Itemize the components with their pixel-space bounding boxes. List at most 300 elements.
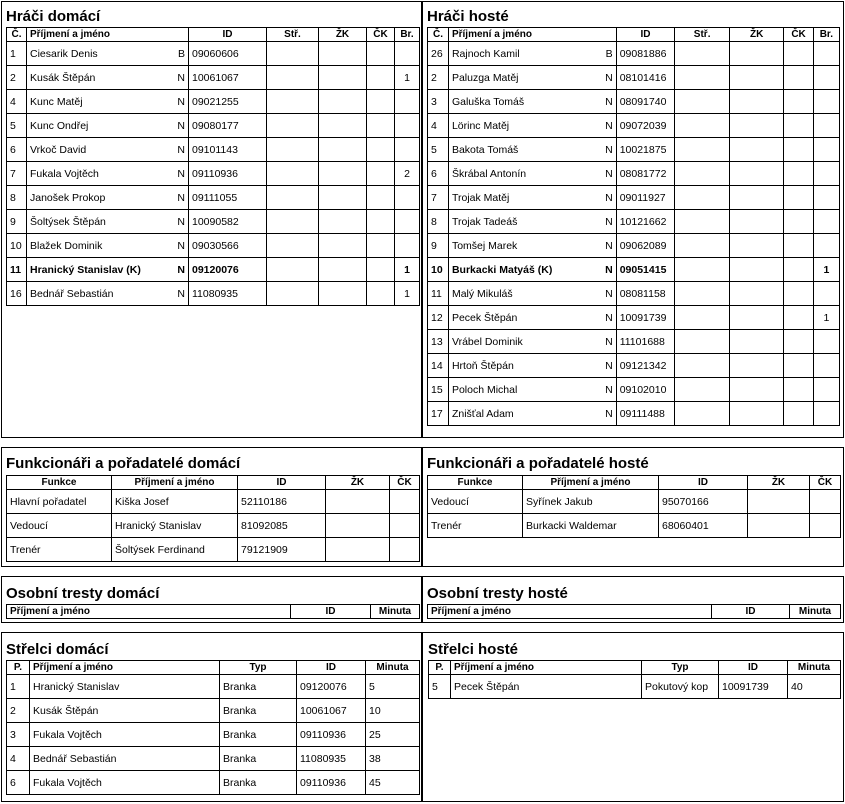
player-yellow-card	[729, 162, 784, 186]
player-number: 5	[7, 114, 27, 138]
player-number: 5	[428, 138, 449, 162]
player-flag: N	[605, 71, 613, 84]
player-shots	[675, 42, 730, 66]
header-minute: Minuta	[788, 661, 841, 675]
official-role: Trenér	[7, 538, 112, 562]
player-shots	[267, 282, 319, 306]
player-goals	[813, 90, 839, 114]
away-players-table	[427, 27, 840, 426]
player-flag: N	[177, 263, 185, 276]
player-flag: B	[605, 47, 613, 60]
player-number: 4	[428, 114, 449, 138]
player-name: Tomšej Marek	[451, 239, 518, 252]
player-goals	[813, 234, 839, 258]
player-row	[428, 330, 840, 354]
player-goals: 1	[813, 306, 839, 330]
player-yellow-card	[319, 90, 367, 114]
player-yellow-card	[729, 258, 784, 282]
away-penalties-header-row	[428, 605, 841, 619]
player-goals	[395, 234, 420, 258]
player-yellow-card	[729, 306, 784, 330]
player-goals	[395, 42, 420, 66]
official-red-card	[390, 514, 420, 538]
official-red-card	[810, 514, 841, 538]
header-minute: Minuta	[790, 605, 841, 619]
home-players-table	[6, 27, 420, 306]
player-name: Blažek Dominik	[30, 239, 103, 252]
player-red-card	[784, 306, 813, 330]
scorer-row	[7, 675, 420, 699]
player-red-card	[367, 42, 395, 66]
home-officials-table	[6, 475, 420, 562]
header-yellow-card: ŽK	[319, 28, 367, 42]
player-shots	[675, 354, 730, 378]
scorer-id: 09110936	[297, 771, 366, 795]
scorer-id: 10061067	[297, 699, 366, 723]
official-yellow-card	[326, 538, 390, 562]
official-name: Kiška Josef	[112, 490, 238, 514]
header-id: ID	[238, 476, 326, 490]
scorer-id: 09110936	[297, 723, 366, 747]
player-id: 09121342	[616, 354, 675, 378]
player-red-card	[784, 90, 813, 114]
player-yellow-card	[729, 354, 784, 378]
player-red-card	[784, 210, 813, 234]
player-red-card	[784, 402, 813, 426]
player-row	[7, 162, 420, 186]
player-number: 11	[428, 282, 449, 306]
player-id: 10121662	[616, 210, 675, 234]
player-yellow-card	[319, 282, 367, 306]
player-yellow-card	[729, 330, 784, 354]
home-scorers-header-row	[7, 661, 420, 675]
player-flag: N	[177, 71, 185, 84]
player-name: Fukala Vojtěch	[30, 167, 99, 180]
header-type: Typ	[642, 661, 719, 675]
header-name: Příjmení a jméno	[27, 28, 189, 42]
player-name: Rajnoch Kamil	[451, 47, 520, 60]
player-shots	[675, 306, 730, 330]
official-role: Trenér	[428, 514, 523, 538]
player-id: 09101143	[189, 138, 267, 162]
official-row	[428, 490, 841, 514]
scorer-id: 09120076	[297, 675, 366, 699]
header-id: ID	[297, 661, 366, 675]
player-row	[428, 354, 840, 378]
player-flag: N	[605, 311, 613, 324]
player-red-card	[784, 66, 813, 90]
player-row	[7, 282, 420, 306]
player-shots	[267, 114, 319, 138]
player-row	[428, 210, 840, 234]
header-name: Příjmení a jméno	[7, 605, 291, 619]
player-goals	[395, 210, 420, 234]
player-goals	[813, 330, 839, 354]
scorer-minute: 40	[788, 675, 841, 699]
away-penalties-title: Osobní tresty hosté	[427, 585, 568, 602]
player-row	[7, 138, 420, 162]
player-name: Galuška Tomáš	[451, 95, 525, 108]
player-number: 17	[428, 402, 449, 426]
player-name-cell	[448, 330, 616, 354]
player-name: Trojak Matěj	[451, 191, 510, 204]
header-name: Příjmení a jméno	[428, 605, 712, 619]
player-name: Bakota Tomáš	[451, 143, 519, 156]
player-goals	[813, 66, 839, 90]
player-name-cell	[448, 306, 616, 330]
player-name-cell	[448, 258, 616, 282]
header-minute: Minuta	[366, 661, 420, 675]
player-shots	[675, 210, 730, 234]
scorer-order: 4	[7, 747, 30, 771]
player-shots	[267, 186, 319, 210]
header-red-card: ČK	[810, 476, 841, 490]
header-name: Příjmení a jméno	[112, 476, 238, 490]
away-officials-header-row	[428, 476, 841, 490]
away-players-title: Hráči hosté	[427, 8, 509, 25]
scorer-order: 3	[7, 723, 30, 747]
player-number: 6	[428, 162, 449, 186]
player-number: 10	[428, 258, 449, 282]
player-name: Hranický Stanislav (K)	[30, 263, 141, 276]
player-yellow-card	[729, 138, 784, 162]
player-shots	[267, 138, 319, 162]
header-id: ID	[189, 28, 267, 42]
scorer-type: Branka	[220, 723, 297, 747]
home-penalties-header-row	[7, 605, 420, 619]
official-id: 52110186	[238, 490, 326, 514]
player-yellow-card	[319, 42, 367, 66]
player-number: 8	[428, 210, 449, 234]
player-shots	[675, 66, 730, 90]
player-goals	[395, 114, 420, 138]
scorer-name: Bednář Sebastián	[30, 747, 220, 771]
player-flag: N	[177, 215, 185, 228]
player-shots	[675, 186, 730, 210]
player-row	[428, 90, 840, 114]
official-row	[7, 490, 420, 514]
player-name: Janošek Prokop	[30, 191, 106, 204]
player-red-card	[367, 282, 395, 306]
header-name: Příjmení a jméno	[451, 661, 642, 675]
player-shots	[267, 210, 319, 234]
player-goals	[395, 90, 420, 114]
scorer-order: 5	[429, 675, 451, 699]
player-flag: N	[177, 95, 185, 108]
player-number: 10	[7, 234, 27, 258]
player-row	[428, 42, 840, 66]
player-name-cell	[27, 210, 189, 234]
player-number: 15	[428, 378, 449, 402]
player-yellow-card	[729, 234, 784, 258]
header-id: ID	[616, 28, 675, 42]
player-goals	[395, 138, 420, 162]
player-shots	[675, 258, 730, 282]
player-flag: N	[605, 287, 613, 300]
scorer-row	[7, 699, 420, 723]
player-id: 10090582	[189, 210, 267, 234]
away-officials-table	[427, 475, 841, 538]
player-goals: 1	[395, 282, 420, 306]
header-id: ID	[719, 661, 788, 675]
player-name: Poloch Michal	[451, 383, 518, 396]
player-row	[7, 186, 420, 210]
player-name: Burkacki Matyáš (K)	[451, 263, 553, 276]
player-name-cell	[448, 354, 616, 378]
scorer-row	[7, 771, 420, 795]
player-goals: 2	[395, 162, 420, 186]
player-yellow-card	[729, 42, 784, 66]
header-name: Příjmení a jméno	[523, 476, 659, 490]
player-number: 14	[428, 354, 449, 378]
home-scorers-title: Střelci domácí	[6, 641, 109, 658]
player-flag: N	[605, 335, 613, 348]
scorer-id: 11080935	[297, 747, 366, 771]
header-goals: Br.	[395, 28, 420, 42]
player-shots	[675, 282, 730, 306]
scorer-type: Branka	[220, 699, 297, 723]
player-shots	[675, 114, 730, 138]
player-name: Trojak Tadeáš	[451, 215, 518, 228]
player-row	[428, 138, 840, 162]
player-id: 10061067	[189, 66, 267, 90]
player-goals	[813, 354, 839, 378]
player-name-cell	[27, 162, 189, 186]
official-name: Hranický Stanislav	[112, 514, 238, 538]
player-flag: N	[177, 287, 185, 300]
player-number: 9	[7, 210, 27, 234]
player-shots	[675, 378, 730, 402]
player-yellow-card	[729, 282, 784, 306]
player-row	[428, 306, 840, 330]
player-flag: N	[605, 191, 613, 204]
header-name: Příjmení a jméno	[30, 661, 220, 675]
player-red-card	[367, 234, 395, 258]
player-id: 08091740	[616, 90, 675, 114]
player-flag: N	[605, 359, 613, 372]
player-name: Vrkoč David	[30, 143, 87, 156]
player-red-card	[367, 210, 395, 234]
player-name: Šoltýsek Štěpán	[30, 215, 106, 228]
player-flag: N	[605, 215, 613, 228]
player-red-card	[784, 282, 813, 306]
player-shots	[675, 402, 730, 426]
scorer-row	[429, 675, 841, 699]
player-red-card	[784, 330, 813, 354]
scorer-minute: 38	[366, 747, 420, 771]
header-id: ID	[291, 605, 371, 619]
player-red-card	[367, 162, 395, 186]
header-red-card: ČK	[367, 28, 395, 42]
player-flag: N	[605, 383, 613, 396]
player-red-card	[784, 162, 813, 186]
header-yellow-card: ŽK	[729, 28, 784, 42]
player-row	[7, 258, 420, 282]
scorer-type: Branka	[220, 771, 297, 795]
player-goals	[813, 42, 839, 66]
player-name-cell	[448, 402, 616, 426]
player-flag: N	[177, 191, 185, 204]
header-id: ID	[659, 476, 748, 490]
home-penalties-table	[6, 604, 420, 619]
player-shots	[267, 234, 319, 258]
header-shots: Stř.	[267, 28, 319, 42]
player-name-cell	[27, 282, 189, 306]
header-red-card: ČK	[784, 28, 813, 42]
player-name: Lörinc Matěj	[451, 119, 510, 132]
official-red-card	[390, 490, 420, 514]
player-flag: N	[605, 239, 613, 252]
player-name-cell	[448, 162, 616, 186]
player-number: 4	[7, 90, 27, 114]
player-name-cell	[27, 114, 189, 138]
player-flag: N	[605, 167, 613, 180]
player-name-cell	[27, 90, 189, 114]
scorer-type: Branka	[220, 675, 297, 699]
player-yellow-card	[319, 114, 367, 138]
home-penalties-title: Osobní tresty domácí	[6, 585, 160, 602]
player-goals	[395, 186, 420, 210]
player-id: 09062089	[616, 234, 675, 258]
player-id: 09102010	[616, 378, 675, 402]
player-goals: 1	[813, 258, 839, 282]
player-number: 13	[428, 330, 449, 354]
player-id: 08081772	[616, 162, 675, 186]
player-goals: 1	[395, 66, 420, 90]
player-id: 09011927	[616, 186, 675, 210]
player-red-card	[367, 186, 395, 210]
player-row	[428, 378, 840, 402]
header-type: Typ	[220, 661, 297, 675]
player-yellow-card	[319, 258, 367, 282]
header-order: P.	[7, 661, 30, 675]
player-flag: B	[177, 47, 185, 60]
player-flag: N	[177, 119, 185, 132]
scorer-row	[7, 747, 420, 771]
player-name-cell	[448, 282, 616, 306]
header-red-card: ČK	[390, 476, 420, 490]
player-goals	[813, 282, 839, 306]
player-row	[7, 66, 420, 90]
player-row	[428, 162, 840, 186]
player-yellow-card	[729, 114, 784, 138]
player-red-card	[784, 354, 813, 378]
player-number: 7	[7, 162, 27, 186]
player-name-cell	[27, 42, 189, 66]
player-goals	[813, 210, 839, 234]
player-flag: N	[177, 167, 185, 180]
scorer-type: Pokutový kop	[642, 675, 719, 699]
official-red-card	[390, 538, 420, 562]
player-id: 09080177	[189, 114, 267, 138]
player-row	[7, 234, 420, 258]
player-yellow-card	[319, 186, 367, 210]
official-role: Hlavní pořadatel	[7, 490, 112, 514]
player-red-card	[784, 186, 813, 210]
scorer-minute: 25	[366, 723, 420, 747]
player-row	[428, 402, 840, 426]
player-name-cell	[448, 210, 616, 234]
header-no: Č.	[428, 28, 449, 42]
player-number: 11	[7, 258, 27, 282]
player-red-card	[784, 234, 813, 258]
scorer-row	[7, 723, 420, 747]
scorer-id: 10091739	[719, 675, 788, 699]
player-id: 08101416	[616, 66, 675, 90]
player-number: 9	[428, 234, 449, 258]
player-number: 12	[428, 306, 449, 330]
player-name: Kunc Ondřej	[30, 119, 89, 132]
home-players-title: Hráči domácí	[6, 8, 101, 25]
scorer-minute: 45	[366, 771, 420, 795]
player-yellow-card	[319, 210, 367, 234]
player-yellow-card	[729, 66, 784, 90]
official-yellow-card	[326, 490, 390, 514]
player-id: 09072039	[616, 114, 675, 138]
scorer-name: Fukala Vojtěch	[30, 723, 220, 747]
player-red-card	[784, 114, 813, 138]
player-name-cell	[448, 234, 616, 258]
player-yellow-card	[319, 66, 367, 90]
player-shots	[267, 42, 319, 66]
header-order: P.	[429, 661, 451, 675]
header-role: Funkce	[428, 476, 523, 490]
official-role: Vedoucí	[7, 514, 112, 538]
player-red-card	[784, 378, 813, 402]
player-red-card	[367, 90, 395, 114]
player-yellow-card	[729, 186, 784, 210]
away-scorers-header-row	[429, 661, 841, 675]
official-id: 79121909	[238, 538, 326, 562]
player-row	[428, 186, 840, 210]
scorer-name: Hranický Stanislav	[30, 675, 220, 699]
player-flag: N	[605, 95, 613, 108]
player-id: 08081158	[616, 282, 675, 306]
player-name-cell	[27, 186, 189, 210]
scorer-order: 1	[7, 675, 30, 699]
player-row	[7, 42, 420, 66]
player-name: Škrábal Antonín	[451, 167, 527, 180]
header-name: Příjmení a jméno	[448, 28, 616, 42]
player-name-cell	[448, 378, 616, 402]
home-players-header-row	[7, 28, 420, 42]
player-shots	[675, 330, 730, 354]
player-flag: N	[177, 143, 185, 156]
header-id: ID	[712, 605, 790, 619]
player-flag: N	[605, 263, 613, 276]
official-row	[7, 514, 420, 538]
header-shots: Stř.	[675, 28, 730, 42]
official-yellow-card	[748, 490, 810, 514]
away-scorers-title: Střelci hosté	[428, 641, 519, 658]
player-name: Kusák Štěpán	[30, 71, 96, 84]
player-goals: 1	[395, 258, 420, 282]
player-id: 09021255	[189, 90, 267, 114]
player-red-card	[784, 42, 813, 66]
player-yellow-card	[729, 402, 784, 426]
header-no: Č.	[7, 28, 27, 42]
header-role: Funkce	[7, 476, 112, 490]
player-flag: N	[605, 143, 613, 156]
scorer-name: Fukala Vojtěch	[30, 771, 220, 795]
header-goals: Br.	[813, 28, 839, 42]
player-shots	[675, 138, 730, 162]
player-id: 09030566	[189, 234, 267, 258]
scorer-name: Pecek Štěpán	[451, 675, 642, 699]
header-minute: Minuta	[371, 605, 420, 619]
player-name-cell	[448, 90, 616, 114]
player-shots	[675, 90, 730, 114]
